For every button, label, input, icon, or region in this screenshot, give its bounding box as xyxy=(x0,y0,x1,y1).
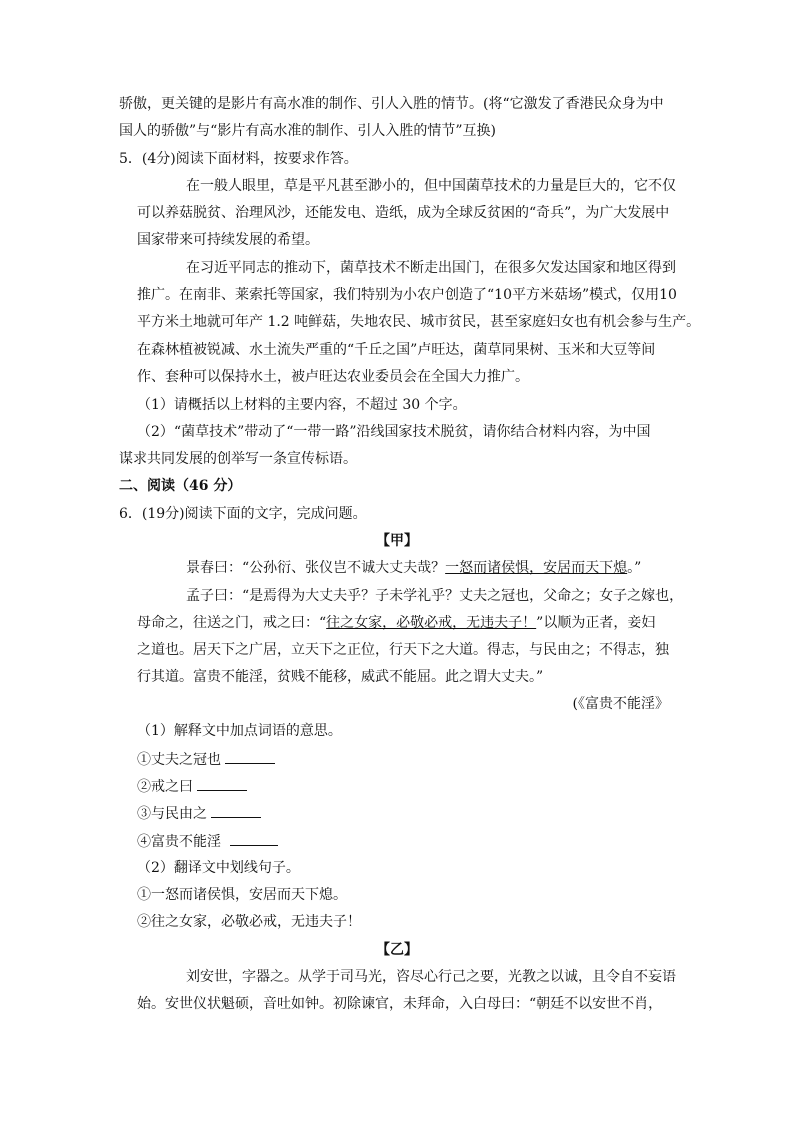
passage-jia-line-4: 之道也。居天下之广居，立天下之正位，行天下之大道。得志，与民由之；不得志，独 xyxy=(137,642,669,658)
q6-sub-question-1: （1）解释文中加点词语的意思。 xyxy=(137,723,342,739)
answer-blank[interactable] xyxy=(197,776,247,791)
q6-sub-question-2: （2）翻译文中划线句子。 xyxy=(137,860,300,876)
answer-blank[interactable] xyxy=(230,831,278,846)
q5-paragraph-2-line-4: 在森林植被锐减、水土流失严重的“千丘之国”卢旺达，菌草同果树、玉米和大豆等间 xyxy=(137,342,656,358)
passage-jia-title: 【甲】 xyxy=(376,533,418,549)
underlined-sentence-1: 一怒而诸侯惧，安居而天下熄 xyxy=(445,560,628,576)
passage-yi-line-2: 始。安世仪状魁硕，音吐如钟。初除谏官，未拜命，入白母曰：“朝廷不以安世不肖， xyxy=(137,996,663,1012)
q6-header: 6．(19分)阅读下面的文字，完成问题。 xyxy=(119,506,367,522)
passage-yi-line-1: 刘安世，字器之。从学于司马光，咨尽心行己之要，光教之以诚，且令自不妄语 xyxy=(186,969,676,985)
q5-paragraph-1-line-1: 在一般人眼里，草是平凡甚至渺小的，但中国菌草技术的力量是巨大的，它不仅 xyxy=(186,178,676,194)
q6-sub1-item-1 xyxy=(137,749,275,770)
q5-sub-question-2-line-2: 谋求共同发展的创举写一条宣传标语。 xyxy=(119,451,357,467)
item-text: ①丈夫之冠也 xyxy=(137,752,221,768)
section-title: 二、阅读（46 分） xyxy=(119,478,242,494)
q5-header: 5．(4分)阅读下面材料，按要求作答。 xyxy=(119,151,358,167)
q5-sub-question-1: （1）请概括以上材料的主要内容，不超过 30 个字。 xyxy=(137,397,467,413)
item-text: ④富贵不能淫 xyxy=(137,834,221,850)
passage-jia-line-3 xyxy=(137,613,655,633)
passage-jia-line-2: 孟子曰：“是焉得为大丈夫乎？子未学礼乎？丈夫之冠也，父命之；女子之嫁也， xyxy=(186,588,684,604)
passage-jia-line-5: 行其道。富贵不能淫，贫贱不能移，威武不能屈。此之谓大丈夫。” xyxy=(137,669,544,685)
q4-answer-line-1: 骄傲，更关键的是影片有高水准的制作、引人入胜的情节。(将“它激发了香港民众身为中 xyxy=(119,96,664,112)
q5-paragraph-1-line-2: 可以养菇脱贫、治理风沙，还能发电、造纸，成为全球反贫困的“奇兵”，为广大发展中 xyxy=(137,205,670,221)
q5-paragraph-2-line-1: 在习近平同志的推动下，菌草技术不断走出国门，在很多欠发达国家和地区得到 xyxy=(186,260,676,276)
q6-sub2-item-2: ②往之女家，必敬必戒，无违夫子！ xyxy=(137,914,361,930)
passage-jia-line-3-text: 母命之，往送之门，戒之曰：“ xyxy=(137,615,327,631)
underlined-sentence-2: 往之女家，必敬必戒，无违夫子！ xyxy=(326,615,537,631)
passage-jia-line-1-text: 景春曰：“公孙衍、张仪岂不诚大丈夫哉？ xyxy=(186,560,446,576)
item-text: ③与民由之 xyxy=(137,806,207,822)
q6-sub1-item-4 xyxy=(137,831,278,852)
q4-answer-line-2: 国人的骄傲”与“影片有高水准的制作、引人入胜的情节”互换) xyxy=(119,123,496,139)
q5-paragraph-1-line-3: 国家带来可持续发展的希望。 xyxy=(137,232,319,248)
q5-paragraph-2-line-3: 平方米土地就可年产 1.2 吨鲜菇，失地农民、城市贫民，甚至家庭妇女也有机会参与生产。 xyxy=(137,314,701,330)
q6-sub1-item-2 xyxy=(137,776,247,797)
passage-jia-source: (《富贵不能淫》 xyxy=(572,696,669,712)
passage-yi-title: 【乙】 xyxy=(376,942,418,958)
passage-jia-line-3-end: ”以顺为正者，妾妇 xyxy=(536,615,656,631)
passage-jia-line-1-end: 。” xyxy=(627,560,642,576)
passage-jia-line-1 xyxy=(186,558,641,578)
answer-blank[interactable] xyxy=(211,803,261,818)
q5-sub-question-2-line-1: （2）“菌草技术”带动了“一带一路”沿线国家技术脱贫，请你结合材料内容，为中国 xyxy=(137,424,651,440)
q6-sub1-item-3 xyxy=(137,803,261,824)
answer-blank[interactable] xyxy=(225,749,275,764)
q5-paragraph-2-line-5: 作、套种可以保持水土，被卢旺达农业委员会在全国大力推广。 xyxy=(137,369,529,385)
q5-paragraph-2-line-2: 推广。在南非、莱索托等国家，我们特别为小农户创造了“10平方米菇场”模式，仅用10 xyxy=(137,287,677,303)
q6-sub2-item-1: ①一怒而诸侯惧，安居而天下熄。 xyxy=(137,887,347,903)
item-text: ②戒之曰 xyxy=(137,779,193,795)
